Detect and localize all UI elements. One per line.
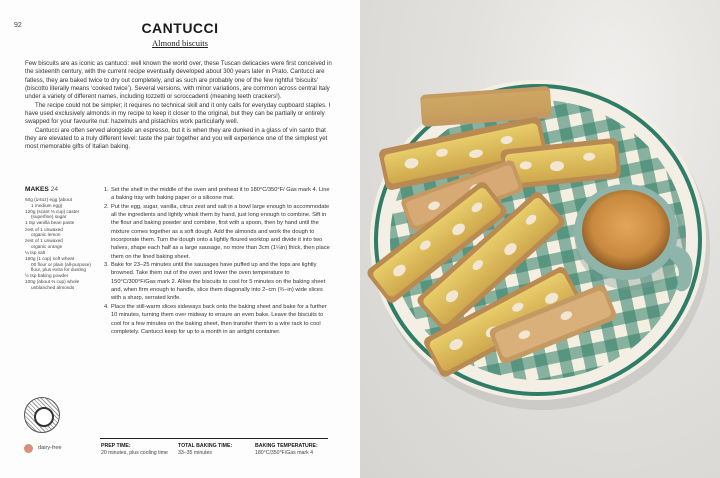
ingredient-item: ¼ tsp salt <box>25 249 46 255</box>
makes-label: MAKES <box>25 186 49 193</box>
ingredient-item: ½ tsp baking powder <box>25 273 69 279</box>
intro-paragraph: The recipe could not be simpler; it requires no technical skill and it only calls for everyday cupboard staples. I have used exclusively almonds in my recipe to keep it closer to the original, but they can be partially or entirely swapped for your favourite nut: hazelnuts and pistachios work particularly well. <box>25 101 331 126</box>
ingredient-item: 60g (1⁄4oz) egg (about 1 medium egg) <box>25 197 72 208</box>
dairy-free-icon <box>24 444 33 453</box>
intro-paragraph: Few biscuits are as iconic as cantucci: well known the world over, these Tuscan delicacies were first conceived in the sixteenth century, with the current recipe eventually developed about 300 years later in Prato. Cantucci are fatless, they are baked twice to dry out completely, and as such are probably one of the few rightful ‘biscuits’ (biscotto literally means ‘cooked twice’). Several versions, with minor variations, are common across central Italy under a variety of different names, including tozzetti or scroccadenti (meaning teeth crackers!). <box>25 60 332 101</box>
ingredient-item: zest of 1 unwaxed organic lemon <box>25 226 63 238</box>
qr-code-icon[interactable] <box>24 397 60 433</box>
intro-paragraph: Cantucci are often served alongside an espresso, but it is when they are dunked in a glass of vin santo that they are elevated to a truly different level: taste the pair together and you will experience one of the simplest yet most memorable gifts of Italian baking. <box>25 126 328 151</box>
ingredient-list <box>25 197 97 291</box>
photo-illustration <box>360 0 720 478</box>
page-number: 92 <box>14 22 22 29</box>
footer-divider <box>100 438 328 439</box>
ingredient-item: 100g (about ⅔ cup) whole unblanched almonds <box>25 279 80 290</box>
ingredient-item: 120g (scant ⅓ cup) caster (superfine) sugar <box>25 208 80 220</box>
method-step: 3. Bake for 23–25 minutes until the sausages have puffed up and the tops are lightly browned. Take them out of the oven and lower the oven temperature to 150°C/300°F/Gas mark 2. Allow the biscuits to cool for 5 minutes on the baking sheet and, when firm enough to handle, slice them diagonally into 2–cm (¾–in) wide slices with a sharp, serrated knife. <box>104 262 326 302</box>
ingredient-item: 1 tsp vanilla bean paste <box>25 220 75 226</box>
recipe-introduction <box>25 60 337 152</box>
makes-heading <box>25 186 58 193</box>
ingredient-item: 160g (1 cup) soft wheat 00 flour or plain (all-purpose) flour, plus extra for dusting <box>25 256 91 273</box>
total-baking-time: TOTAL BAKING TIME: 33–35 minutes <box>178 443 233 456</box>
ingredient-item: zest of 1 unwaxed organic orange <box>25 238 63 249</box>
recipe-title: CANTUCCI <box>141 20 219 36</box>
makes-count: 24 <box>50 186 58 193</box>
method-steps <box>104 186 332 336</box>
baking-temperature: BAKING TEMPERATURE: 180°C/350°F/Gas mark 4 <box>255 443 318 456</box>
recipe-subtitle: Almond biscuits <box>152 38 208 48</box>
prep-time: PREP TIME: 20 minutes, plus cooling time <box>101 443 168 456</box>
diet-label: dairy-free <box>38 445 62 451</box>
method-step: 1. Set the shelf in the middle of the oven and preheat it to 180°C/350°F/ Gas mark 4. Line a baking tray with baking paper or a silicone mat. <box>104 187 330 202</box>
method-step: 4. Place the still-warm slices sideways back onto the baking sheet and bake for a further 10 minutes, turning them over midway to ensure an even bake. Leave the biscuits to cool for a few minutes on the baking sheet, then transfer them to a wire rack to cool completely. Cantucci keep for up to a month in an airtight container. <box>104 303 327 335</box>
cantucci-photo <box>360 0 720 478</box>
method-step: 2. Put the egg, sugar, vanilla, citrus zest and salt in a bowl large enough to accommodate all the ingredients and lightly whisk them by hand, just long enough to combine. Sift in the flour and baking powder and combine, first with a spoon, then by hand until the mixture comes together as a soft dough. Add the almonds and work the dough to incorporate them. Turn the dough onto a lightly floured worktop and divide it into two halves, shape each half as a large sausage, no more than 3cm (1¼in) thick, then place them on the lined baking sheet. <box>104 203 330 260</box>
